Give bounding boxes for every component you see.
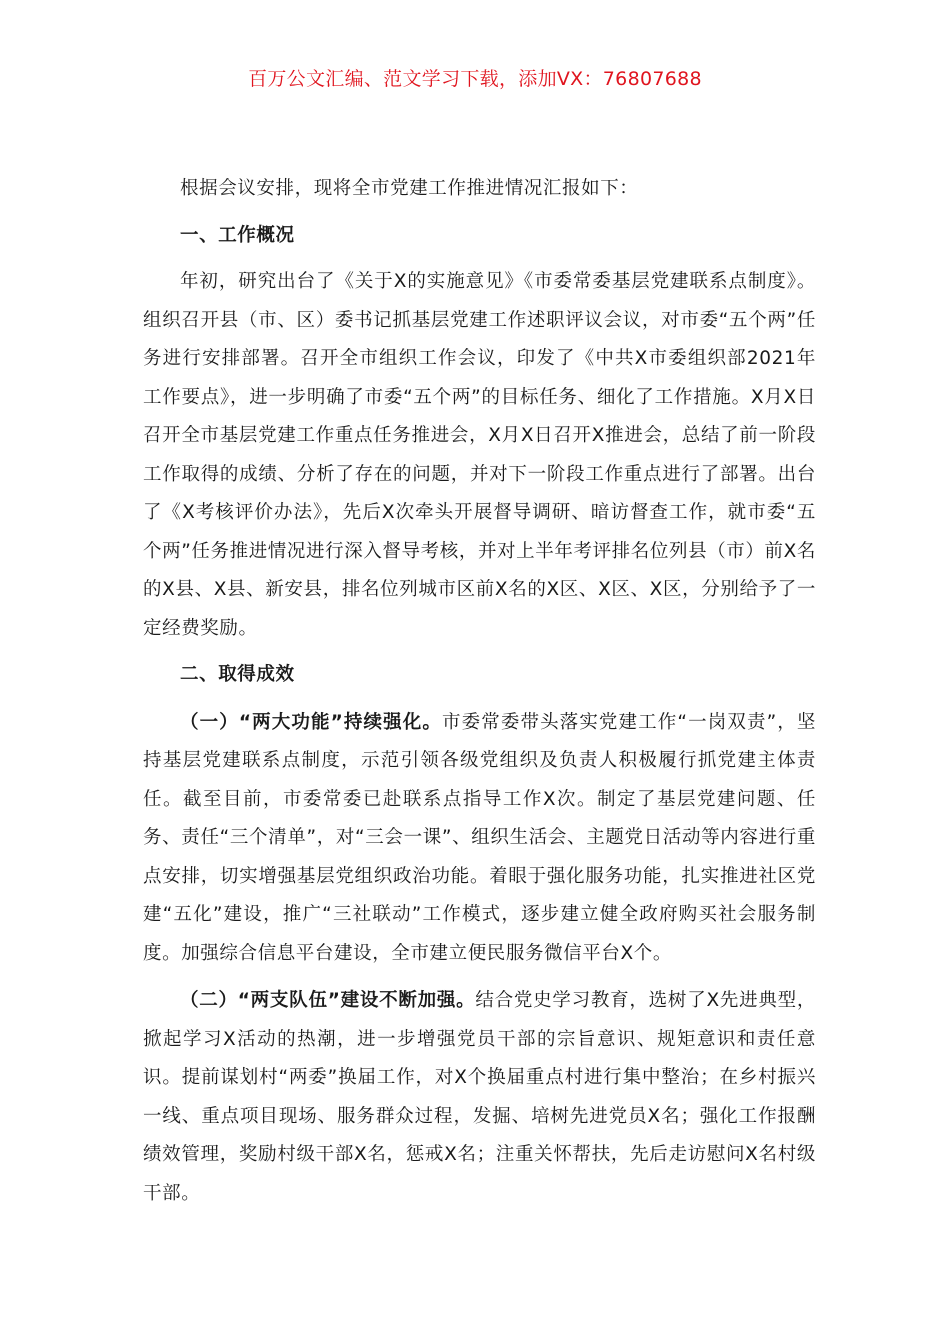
achievement-item-1-body: 市委常委带头落实党建工作“一岗双责”，坚持基层党建联系点制度，示范引领各级党组织及负责人积极履行抓党建主体责任。截至目前，市委常委已赴联系点指导工作X次。制定了基层党建问题、任务、责任“三个清单”，对“三会一课”、组织生活会、主题党日活动等内容进行重点安排，切实增强基层党组织政治功能。着眼于强化服务功能，扎实推进社区党建“五化”建设，推广“三社联动”工作模式，逐步建立健全政府购买社会服务制度。加强综合信息平台建设，全市建立便民服务微信平台X个。 bbox=[143, 711, 817, 964]
overview-paragraph: 年初，研究出台了《关于X的实施意见》《市委常委基层党建联系点制度》。组织召开县（市、区）委书记抓基层党建工作述职评议会议，对市委“五个两”任务进行安排部署。召开全市组织工作会议，印发了《中共X市委组织部2021年工作要点》，进一步明确了市委“五个两”的目标任务、细化了工作措施。X月X日召开全市基层党建工作重点任务推进会，X月X日召开X推进会，总结了前一阶段工作取得的成绩、分析了存在的问题，并对下一阶段工作重点进行了部署。出台了《X考核评价办法》，先后X次牵头开展督导调研、暗访督查工作，就市委“五个两”任务推进情况进行深入督导考核，并对上半年考评排名位列县（市）前X名的X县、X县、新安县，排名位列城市区前X名的X区、X区、X区，分别给予了一定经费奖励。 bbox=[143, 271, 816, 639]
document-body bbox=[143, 170, 816, 1222]
section-heading-overview: 一、工作概况 bbox=[180, 224, 295, 246]
achievement-item-2-title: （二）“两支队伍”建设不断加强。 bbox=[180, 990, 476, 1011]
achievement-item-2-body: 结合党史学习教育，选树了X先进典型，掀起学习X活动的热潮，进一步增强党员干部的宗旨意识、规矩意识和责任意识。提前谋划村“两委”换届工作，对X个换届重点村进行集中整治；在乡村振兴一线、重点项目现场、服务群众过程，发掘、培树先进党员X名；强化工作报酬绩效管理，奖励村级干部X名，惩戒X名；注重关怀帮扶，先后走访慰问X名村级干部。 bbox=[143, 990, 816, 1204]
intro-paragraph: 根据会议安排，现将全市党建工作推进情况汇报如下： bbox=[180, 178, 639, 199]
promo-banner: 百万公文汇编、范文学习下载，添加VX：76807688 bbox=[248, 68, 702, 90]
achievement-item-2 bbox=[143, 982, 816, 1213]
section-heading-achievements: 二、取得成效 bbox=[180, 664, 295, 685]
achievement-item-1 bbox=[143, 704, 816, 974]
achievement-item-1-title: （一）“两大功能”持续强化。 bbox=[180, 711, 442, 733]
